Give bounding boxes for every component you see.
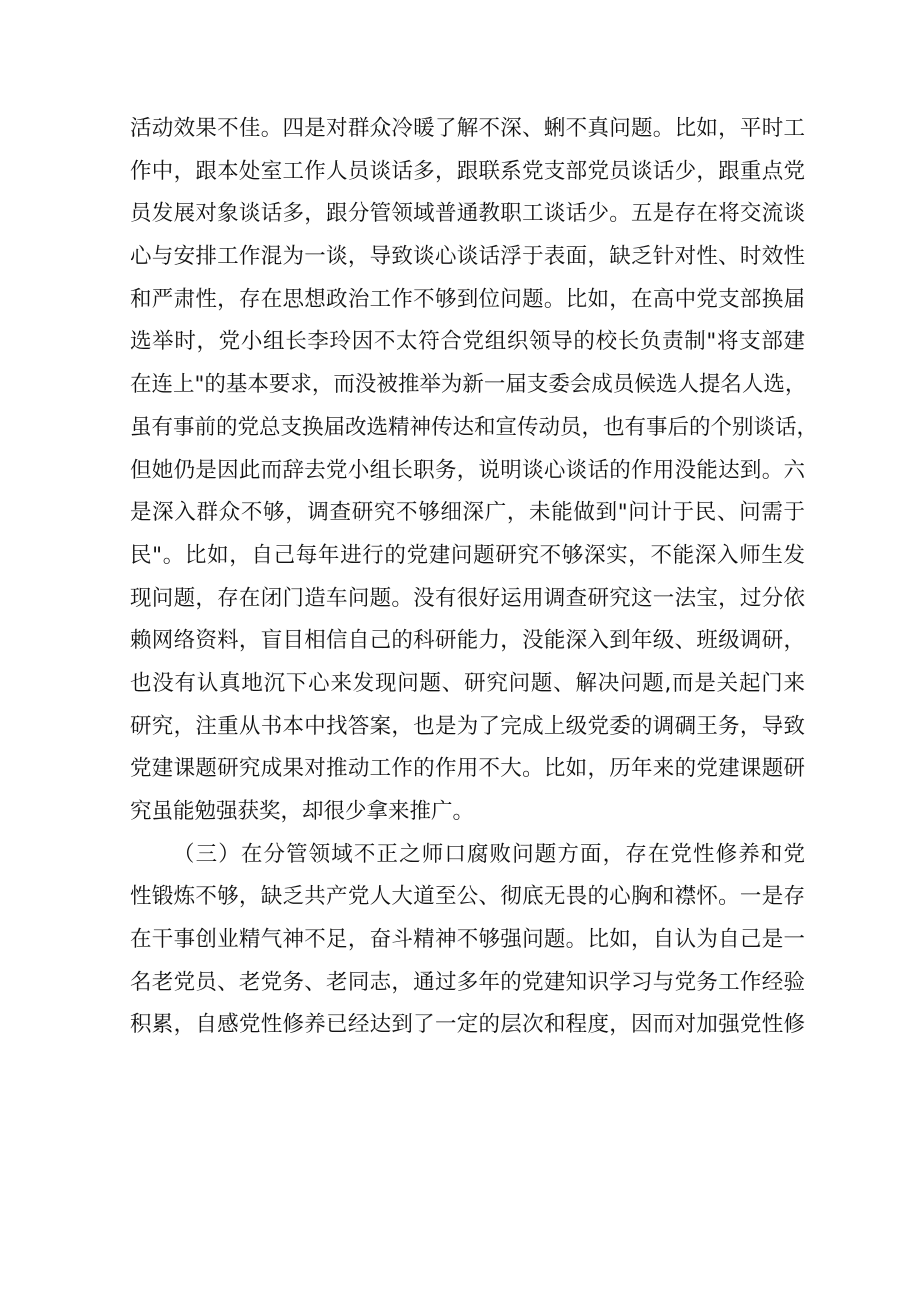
paragraph bbox=[130, 108, 819, 834]
text-line: 民"。比如，自己每年进行的党建问题研究不够深实，不能深入师生发 bbox=[130, 542, 805, 568]
document-body bbox=[130, 108, 819, 1047]
text-line: （三）在分管领域不正之师口腐败问题方面，存在党性修养和党 bbox=[173, 841, 805, 867]
text-line: 和严肃性，存在思想政治工作不够到位问题。比如，在高中党支部换届 bbox=[130, 286, 805, 312]
text-line: 活动效果不佳。四是对群众冷暖了解不深、蜊不真问题。比如，平时工 bbox=[130, 116, 805, 141]
text-line: 选举时，党小组长李玲因不太符合党组织领导的校长负责制"将支部建 bbox=[130, 329, 805, 355]
text-line: 研究，注重从书本中找答案，也是为了完成上级党委的调碉王务，导致 bbox=[130, 713, 805, 739]
text-line: 名老党员、老党务、老同志，通过多年的党建知识学习与党务工作经验 bbox=[130, 969, 805, 995]
paragraph bbox=[130, 834, 805, 1047]
text-line: 虽有事前的党总支换届改选精神传达和宣传动员，也有事后的个别谈话， bbox=[130, 414, 819, 440]
text-line: 心与安排工作混为一谈，导致谈心谈话浮于表面，缺乏针对性、时效性 bbox=[130, 244, 805, 270]
text-line: 赖网络资料，盲目相信自己的科研能力，没能深入到年级、班级调研， bbox=[130, 628, 805, 654]
text-line: 在连上"的基本要求，而没被推举为新一届支委会成员候选人提名人选， bbox=[130, 372, 807, 398]
text-line: 作中，跟本处室工作人员谈话多，跟联系党支部党员谈话少，跟重点党 bbox=[130, 158, 805, 184]
text-line: 究虽能勉强获奖，却很少拿来推广。 bbox=[130, 799, 475, 824]
text-line: 现问题，存在闭门造车问题。没有很好运用调查研究这一法宝，过分依 bbox=[130, 585, 805, 611]
text-line: 是深入群众不够，调查研究不够细深广，未能做到"问计于民、问需于 bbox=[130, 500, 805, 526]
text-line: 在干事创业精气神不足，奋斗精神不够强问题。比如，自认为自己是一 bbox=[130, 927, 805, 953]
text-line: 积累，自感党性修养已经达到了一定的层次和程度，因而对加强党性修 bbox=[130, 1012, 805, 1038]
text-line: 党建课题研究成果对推动工作的作用不大。比如，历年来的党建课题研 bbox=[130, 756, 805, 782]
text-line: 性锻炼不够，缺乏共产党人大道至公、彻底无畏的心胸和襟怀。一是存 bbox=[130, 884, 805, 910]
text-line: 也没有认真地沉下心来发现问题、研究问题、解决问题,而是关起门来 bbox=[130, 670, 805, 696]
text-line: 员发展对象谈话多，跟分管领域普通教职工谈话少。五是存在将交流谈 bbox=[130, 201, 805, 227]
text-line: 但她仍是因此而辞去党小组长职务，说明谈心谈话的作用没能达到。六 bbox=[130, 457, 805, 483]
